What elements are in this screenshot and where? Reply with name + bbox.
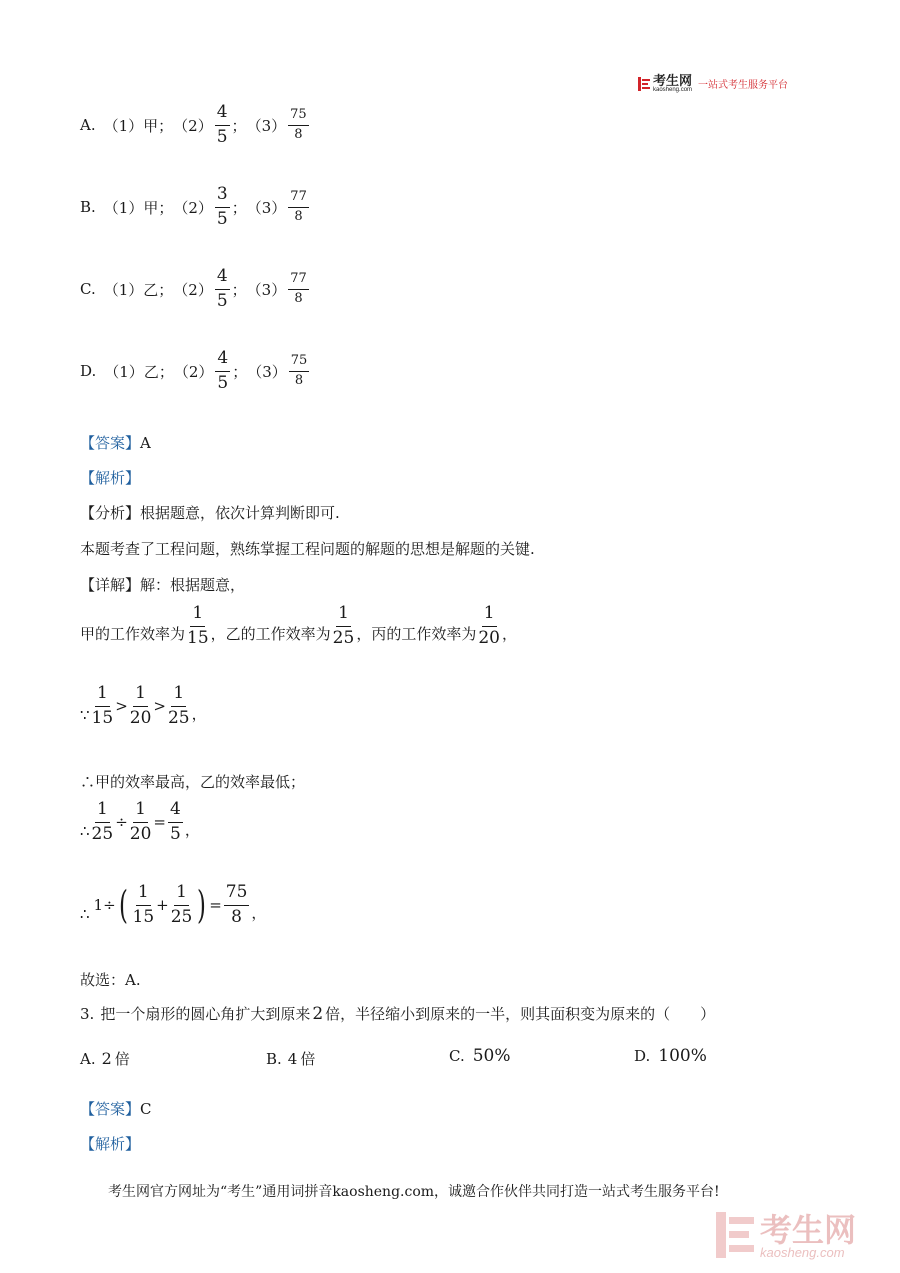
question-text-2: 倍，半径缩小到原来的一半，则其面积变为原来的（ ） [325,1005,716,1023]
separator: ； [231,280,247,299]
option-value: 4 [287,1050,298,1068]
q3-option-b [266,1048,315,1069]
header-slogan: 一站式考生服务平台 [698,80,789,91]
part-3-label: （3） [246,280,287,299]
question-num: 2 [312,1004,324,1024]
kaosheng-logo-icon [638,77,650,91]
one-divide: 1÷ [93,896,116,915]
option-letter: B. [80,198,96,217]
answer-value: C [140,1100,152,1118]
analysis-label: 【解析】 [80,469,141,487]
fraction: $\frac{1}{25}$ [91,799,114,844]
part-1-label: （1） [103,198,144,217]
choose-text: 故选：A. [80,971,141,989]
efficiency-text: 甲的工作效率为 [80,625,186,644]
fraction: $\frac{4}{5}$ [216,266,228,311]
answer-label: 【答案】 [80,1100,141,1118]
watermark-logo-icon [716,1212,754,1262]
therefore-symbol: ∴ [80,905,90,924]
question-3 [80,1003,715,1024]
efficiency-line [80,604,517,648]
detail-label: 【详解】 [80,576,141,594]
conclusion-text: ∴甲的效率最高，乙的效率最低； [80,773,306,791]
detail-text: 解：根据题意， [140,576,246,594]
fraction: $\frac{77}{8}$ [290,188,307,224]
answer-line-2 [80,1098,152,1119]
equals-sign: = [209,896,222,915]
part-3-label: （3） [246,116,287,135]
fraction: $\frac{1}{15}$ [187,603,209,648]
separator: ； [231,116,247,135]
fraction: $\frac{1}{15}$ [91,683,114,728]
question-number: 3. [80,1005,95,1023]
part-2-label: （2） [173,280,213,299]
fraction: $\frac{75}{8}$ [290,352,308,388]
watermark [716,1212,856,1262]
equals-sign: = [153,813,166,832]
because-line [80,684,207,728]
therefore-symbol: ∴ [80,822,90,841]
logo-brand: 考生网 [653,73,693,88]
summary-text: 本题考查了工程问题，熟练掌握工程问题的解题的思想是解题的关键. [80,540,535,558]
option-letter: B. [266,1050,282,1068]
header-logo [638,74,788,93]
efficiency-text: ， [501,625,517,644]
fenxi-line [80,502,340,523]
calc-line-2 [80,883,266,927]
q3-option-a [80,1048,130,1069]
fraction: $\frac{1}{20}$ [129,799,152,844]
option-letter: A. [80,1050,96,1068]
option-unit: 倍 [300,1050,316,1068]
separator: ； [232,362,248,381]
detail-line [80,574,245,595]
right-paren: ) [197,883,207,928]
fenxi-text: 根据题意，依次计算判断即可. [140,504,340,522]
part-1-answer: 乙； [143,362,174,381]
fraction: $\frac{75}{8}$ [225,882,248,927]
part-1-label: （1） [103,116,144,135]
part-2-label: （2） [173,362,214,381]
option-letter: C. [449,1047,465,1065]
option-c [80,267,311,311]
question-text: 把一个扇形的圆心角扩大到原来 [100,1005,311,1023]
option-letter: D. [634,1047,651,1065]
divide-sign: ÷ [115,813,128,832]
calc-line-1 [80,800,200,844]
comma: ， [184,821,200,840]
fraction: $\frac{1}{25}$ [332,603,355,648]
option-value: 50% [472,1046,511,1066]
watermark-brand: 考生网 [760,1211,857,1248]
fraction: $\frac{1}{20}$ [478,603,500,648]
efficiency-text: ，乙的工作效率为 [210,625,331,644]
fraction: $\frac{4}{5}$ [217,348,229,393]
fenxi-label: 【分析】 [80,504,141,522]
fraction: $\frac{1}{25}$ [167,683,190,728]
efficiency-text: ，丙的工作效率为 [356,625,477,644]
fraction: $\frac{1}{25}$ [170,882,193,927]
option-letter: A. [80,116,96,135]
analysis-label-2: 【解析】 [80,1135,141,1153]
part-1-answer: 甲； [143,116,174,135]
separator: ； [231,198,247,217]
part-3-label: （3） [247,362,287,381]
option-value: 2 [101,1049,112,1068]
because-symbol: ∵ [80,706,90,725]
q3-option-d [634,1046,707,1066]
fraction: $\frac{4}{5}$ [169,799,181,844]
left-paren: ( [118,883,128,928]
option-letter: C. [80,280,96,299]
fraction: $\frac{77}{8}$ [290,270,307,306]
part-2-label: （2） [173,116,213,135]
option-value: 100% [658,1046,707,1066]
part-2-label: （2） [173,198,213,217]
comma: ， [251,904,267,923]
watermark-domain: kaosheng.com [760,1244,845,1260]
part-3-label: （3） [246,198,287,217]
option-d [80,349,311,393]
fraction: $\frac{1}{15}$ [132,882,155,927]
q3-option-c [449,1046,511,1066]
part-1-label: （1） [104,362,144,381]
option-letter: D. [80,362,97,381]
logo-domain: kaosheng.com [653,87,693,93]
fraction: $\frac{75}{8}$ [290,106,307,142]
fraction: $\frac{1}{20}$ [129,683,152,728]
fraction: $\frac{4}{5}$ [216,102,228,147]
part-1-answer: 乙； [143,280,174,299]
plus-sign: + [156,896,169,915]
part-1-answer: 甲； [143,198,174,217]
answer-line [80,432,151,453]
greater-than: > [153,697,166,716]
option-unit: 倍 [114,1050,130,1068]
greater-than: > [115,697,128,716]
option-a [80,103,311,147]
fraction: $\frac{3}{5}$ [216,184,228,229]
answer-value: A [140,434,151,452]
footer-text: 考生网官方网址为“考生”通用词拼音kaosheng.com，诚邀合作伙伴共同打造一站式考生服务平台! [108,1184,720,1200]
answer-label: 【答案】 [80,434,141,452]
part-1-label: （1） [103,280,144,299]
option-b [80,185,311,229]
comma: ， [191,705,207,724]
